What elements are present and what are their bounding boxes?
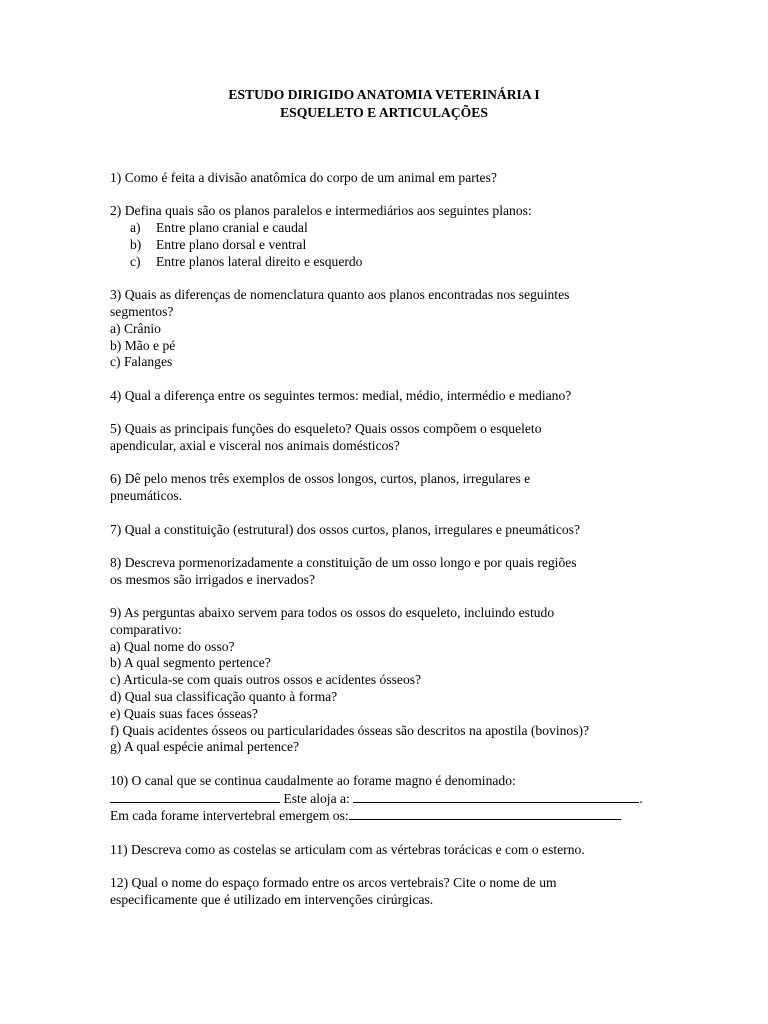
question-12: 12) Qual o nome do espaço formado entre os arcos vertebrais? Cite o nome de um especificamente que é utilizado em intervenções cirúrgicas. (110, 875, 557, 908)
question-9-item: e) Quais suas faces ósseas? (110, 705, 258, 721)
question-10: 10) O canal que se continua caudalmente ao forame magno é denominado: Este aloja a: . Em cada forame intervertebral emergem os: (110, 772, 643, 824)
question-9-item: f) Quais acidentes ósseos ou particularidades ósseas são descritos na apostila (bovinos)? (110, 722, 590, 738)
question-list (110, 170, 670, 909)
answer-blank-line[interactable] (349, 807, 621, 820)
question-9-item: a) Qual nome do osso? (110, 638, 235, 654)
question-1: 1) Como é feita a divisão anatômica do corpo de um animal em partes? (110, 170, 497, 185)
question-3: 3) Quais as diferenças de nomenclatura quanto aos planos encontradas nos seguintes segmentos? a) Crânio b) Mão e pé c) Falanges (110, 287, 670, 371)
question-9-item: b) A qual segmento pertence? (110, 655, 271, 671)
question-8: 8) Descreva pormenorizadamente a constituição de um osso longo e por quais regiões os mesmos são irrigados e inervados? (110, 554, 577, 587)
question-7: 7) Qual a constituição (estrutural) dos ossos curtos, planos, irregulares e pneumáticos? (110, 521, 580, 537)
document-title (0, 86, 768, 121)
answer-blank-line[interactable] (110, 790, 280, 803)
question-2 (110, 203, 670, 270)
question-11: 11) Descreva como as costelas se articulam com as vértebras torácicas e com o esterno. (110, 841, 585, 857)
question-3-item: c) Falanges (110, 354, 173, 370)
question-9: 9) As perguntas abaixo servem para todos os ossos do esqueleto, incluindo estudo comparativo: a) Qual nome do osso? b) A qual segmento pertence? c) Articula-se com quais outros ossos e acidentes ósseos? d) Qual sua classificação quanto à forma? e) Quais suas faces ósseas? f) Quais acidentes ósseos ou particularidades ósseas são descritos na apostila (bovinos)? g) A qual espécie animal pertence? (110, 605, 670, 756)
question-2-item: b) Entre plano dorsal e ventral (130, 236, 307, 252)
question-3-item: b) Mão e pé (110, 337, 176, 353)
title-line-1: ESTUDO DIRIGIDO ANATOMIA VETERINÁRIA I (228, 87, 540, 102)
question-4: 4) Qual a diferença entre os seguintes termos: medial, médio, intermédio e mediano? (110, 387, 572, 403)
question-2-text: 2) Defina quais são os planos paralelos e intermediários aos seguintes planos: (110, 203, 532, 219)
question-2-item: a) Entre plano cranial e caudal (130, 220, 308, 236)
answer-blank-line[interactable] (353, 790, 639, 803)
question-5: 5) Quais as principais funções do esqueleto? Quais ossos compõem o esqueleto apendicular, axial e visceral nos animais domésticos? (110, 421, 542, 453)
question-2-item: c) Entre planos lateral direito e esquerdo (130, 253, 363, 269)
question-9-item: g) A qual espécie animal pertence? (110, 739, 300, 755)
question-9-item: d) Qual sua classificação quanto à forma? (110, 689, 338, 705)
question-3-item: a) Crânio (110, 320, 161, 336)
question-9-item: c) Articula-se com quais outros ossos e acidentes ósseos? (110, 672, 422, 688)
question-6: 6) Dê pelo menos três exemplos de ossos longos, curtos, planos, irregulares e pneumáticos. (110, 471, 531, 504)
title-line-2: ESQUELETO E ARTICULAÇÕES (280, 104, 488, 120)
